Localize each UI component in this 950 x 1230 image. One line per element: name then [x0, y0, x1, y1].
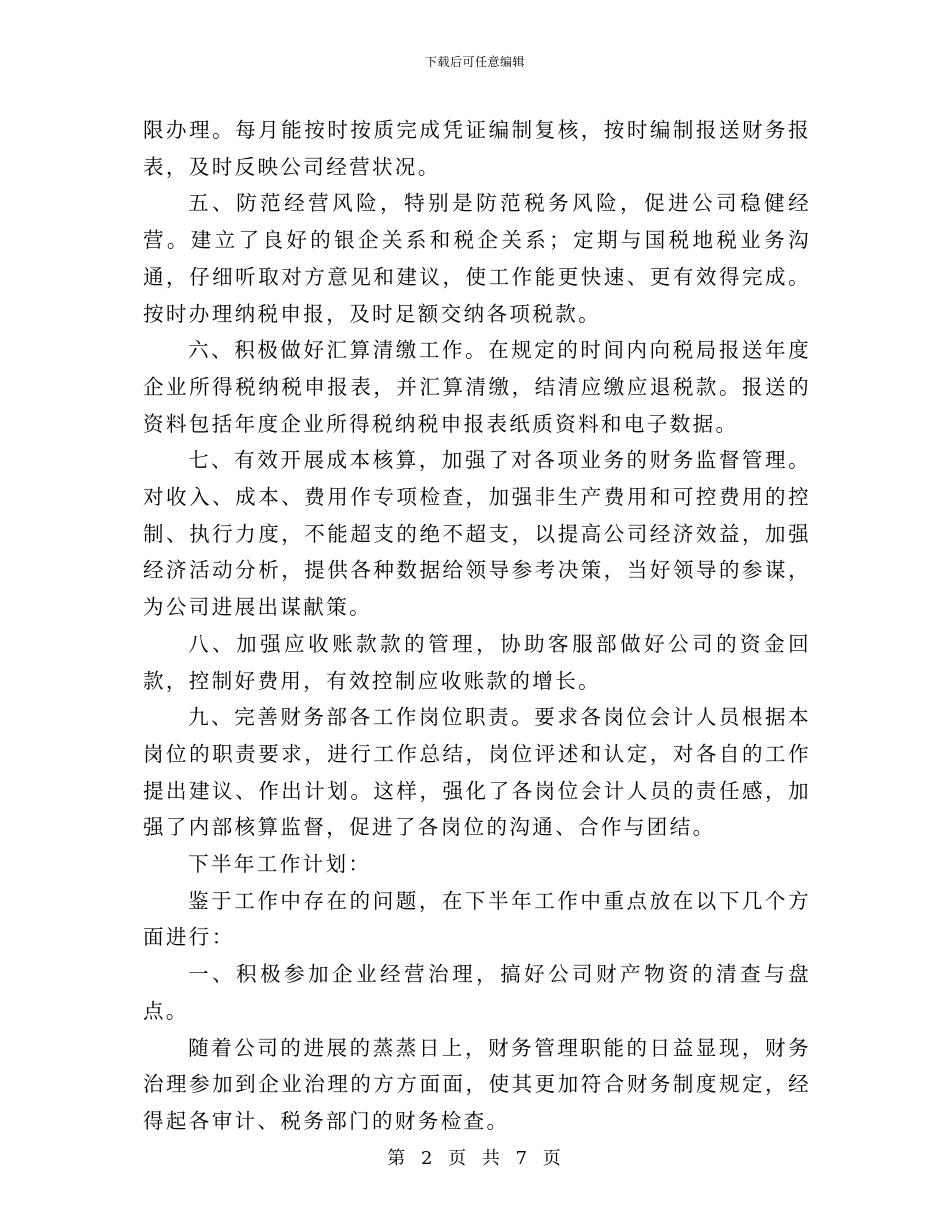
paragraph-6: 九、完善财务部各工作岗位职责。要求各岗位会计人员根据本岗位的职责要求，进行工作总结，岗位评述和认定，对各自的工作提出建议、作出计划。这样，强化了各岗位会计人员的责任感，加强了内部核算监督，促进了各岗位的沟通、合作与团结。: [143, 705, 811, 840]
paragraph-8: 鉴于工作中存在的问题，在下半年工作中重点放在以下几个方面进行：: [143, 888, 811, 950]
page-header-note: 下载后可任意编辑: [424, 55, 525, 69]
document-body: [143, 112, 811, 1140]
paragraph-1: 限办理。每月能按时按质完成凭证编制复核，按时编制报送财务报表，及时反映公司经营状况。: [143, 118, 811, 179]
paragraph-2: 五、防范经营风险，特别是防范税务风险，促进公司稳健经营。建立了良好的银企关系和税企关系；定期与国税地税业务沟通，仔细听取对方意见和建议，使工作能更快速、更有效得完成。按时办理纳税申报，及时足额交纳各项税款。: [143, 191, 811, 326]
page-number-footer: 第 2 页 共 7 页: [387, 1148, 563, 1169]
paragraph-10: 随着公司的进展的蒸蒸日上，财务管理职能的日益显现，财务治理参加到企业治理的方方面面，使其更加符合财务制度规定，经得起各审计、税务部门的财务检查。: [143, 1035, 811, 1133]
paragraph-9: 一、积极参加企业经营治理，搞好公司财产物资的清查与盘点。: [143, 962, 811, 1023]
paragraph-4: 七、有效开展成本核算，加强了对各项业务的财务监督管理。对收入、成本、费用作专项检查，加强非生产费用和可控费用的控制、执行力度，不能超支的绝不超支，以提高公司经济效益，加强经济活动分析，提供各种数据给领导参考决策，当好领导的参谋，为公司进展出谋献策。: [143, 448, 811, 620]
paragraph-5: 八、加强应收账款款的管理，协助客服部做好公司的资金回款，控制好费用，有效控制应收账款的增长。: [143, 631, 811, 693]
paragraph-7-heading: 下半年工作计划：: [188, 852, 372, 877]
paragraph-3: 六、积极做好汇算清缴工作。在规定的时间内向税局报送年度企业所得税纳税申报表，并汇算清缴，结清应缴应退税款。报送的资料包括年度企业所得税纳税申报表纸质资料和电子数据。: [143, 338, 811, 436]
